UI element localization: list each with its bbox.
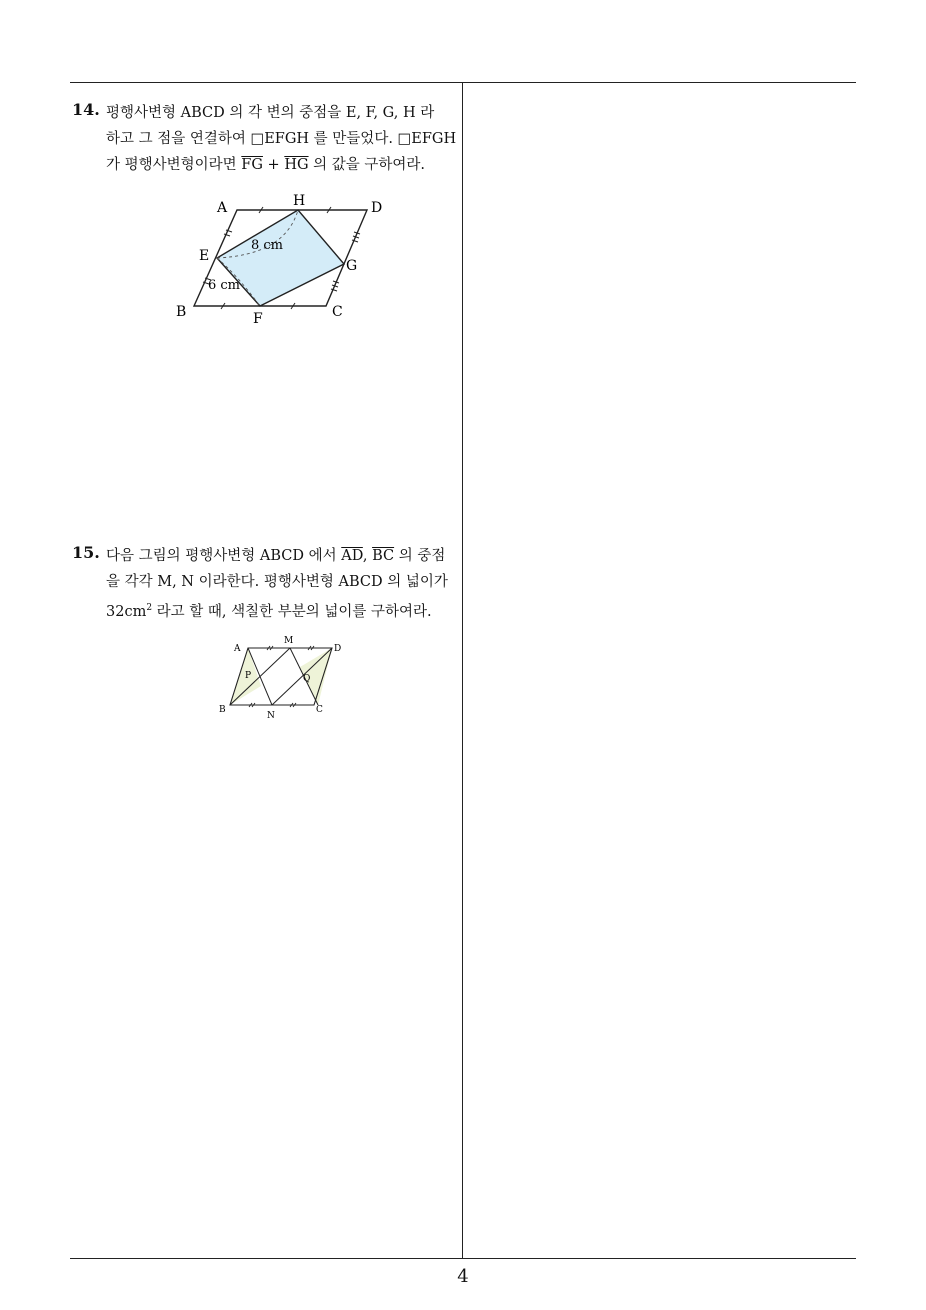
problem-line-1 [106,543,458,569]
label-h: H [293,193,306,209]
figure-parallelogram-mn [210,630,355,734]
page-number: 4 [457,1266,469,1287]
text-segment: , [362,548,373,564]
segment-hg: $\overline{HG}$ [284,157,309,173]
text-segment: 라고 할 때, 색칠한 부분의 넓이를 구하여라. [152,603,432,620]
label-d: D [371,200,383,216]
label-b: B [219,705,226,715]
text-segment: 의 값을 구하여라. [308,157,426,173]
column-divider [462,82,463,1258]
label-n: N [267,711,275,721]
length-eh-label: 8 cm [251,238,284,253]
problem-line-1: 평행사변형 ABCD 의 각 변의 중점을 E, F, G, H 라 [106,105,435,121]
problem-line-2: 을 각각 M, N 이라한다. 평행사변형 ABCD 의 넓이가 [106,574,448,590]
bottom-rule [70,1258,856,1259]
problem-number: 15. [72,543,100,562]
plus-sign: + [262,157,285,173]
problem-number: 14. [72,100,100,119]
label-e: E [199,248,210,264]
label-b: B [176,304,187,320]
figure-parallelogram-efgh [165,185,395,334]
text-segment: 다음 그림의 평행사변형 ABCD 에서 [106,548,342,564]
length-ef-label: 6 cm [208,278,241,293]
problem-line-3 [106,152,458,178]
problem-text [106,100,458,178]
text-segment: 의 중점 [394,548,446,564]
label-a: A [217,200,228,216]
text-segment: 32cm [106,603,147,620]
label-a: A [234,644,241,654]
top-rule [70,82,856,83]
label-p: P [245,671,252,681]
problem-line-3 [106,595,458,625]
label-c: C [316,705,323,715]
label-f: F [253,311,263,327]
problem-line-2: 하고 그 점을 연결하여 □EFGH 를 만들었다. □EFGH [106,131,457,147]
problem-text [106,543,458,625]
label-c: C [332,304,343,320]
text-segment: 가 평행사변형이라면 [106,157,242,173]
superscript: 2 [146,603,153,613]
segment-ad: $\overline{AD}$ [341,548,363,564]
label-m: M [284,636,294,646]
label-q: Q [303,674,311,684]
segment-fg: $\overline{FG}$ [241,157,263,173]
label-g: G [346,258,358,274]
segment-bc: $\overline{BC}$ [372,548,395,564]
label-d: D [334,644,342,654]
